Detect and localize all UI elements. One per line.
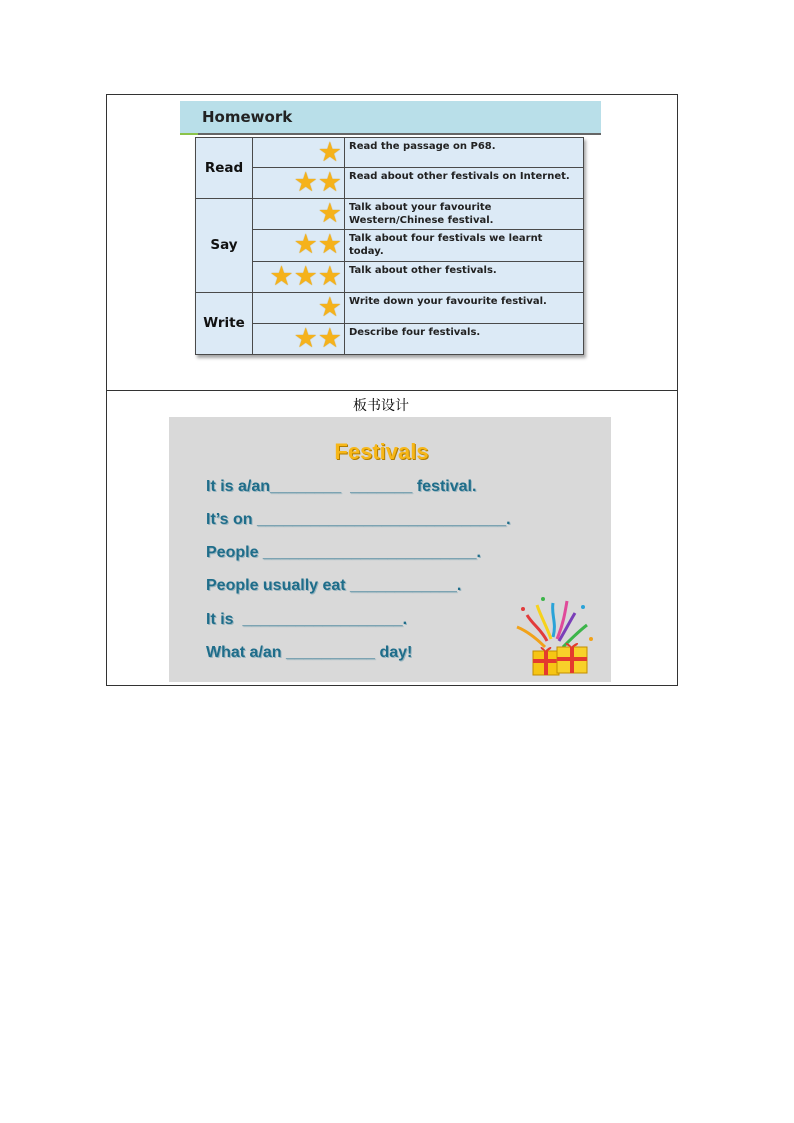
task-text: Talk about four festivals we learnt today. [345,230,584,261]
board-line: People usually eat ____________. [206,577,462,594]
star-icon: ★ [317,136,342,168]
homework-header [180,101,601,135]
homework-cell [107,95,677,391]
star-rating [253,199,345,230]
star-icon: ★★ [293,229,342,261]
homework-table [195,137,584,355]
category-write: Write [196,292,253,354]
table-row [196,199,584,230]
board-line: What a/an __________ day! [206,644,413,661]
star-icon: ★★ [293,167,342,199]
board-design-cell [107,391,677,685]
table-row [196,292,584,323]
board-line: People ________________________. [206,544,481,561]
star-rating [253,292,345,323]
star-rating [253,168,345,199]
star-rating [253,230,345,261]
header-accent [180,133,198,135]
star-rating [253,138,345,168]
board-line: It is a/an________ _______ festival. [206,478,477,495]
document-table [106,94,678,686]
category-read: Read [196,138,253,199]
board-slide [169,417,611,682]
category-say: Say [196,199,253,292]
star-icon: ★ [317,198,342,230]
star-rating [253,261,345,292]
star-icon: ★★★ [269,260,342,292]
task-text: Talk about other festivals. [345,261,584,292]
gift-confetti-icon [513,595,595,681]
board-line: It’s on ____________________________. [206,511,511,528]
star-icon: ★★ [293,322,342,354]
star-rating [253,323,345,354]
table-row [196,138,584,168]
task-text: Describe four festivals. [345,323,584,354]
table-row [196,230,584,261]
board-title: Festivals [334,439,429,464]
star-icon: ★ [317,291,342,323]
task-text: Talk about your favourite Western/Chinese festival. [345,199,584,230]
task-text: Write down your favourite festival. [345,292,584,323]
task-text: Read the passage on P68. [345,138,584,168]
task-text: Read about other festivals on Internet. [345,168,584,199]
table-row [196,323,584,354]
homework-title: Homework [202,108,293,126]
board-line: It is __________________. [206,611,408,628]
board-design-label: 板书设计 [353,398,409,414]
table-row [196,261,584,292]
table-row [196,168,584,199]
